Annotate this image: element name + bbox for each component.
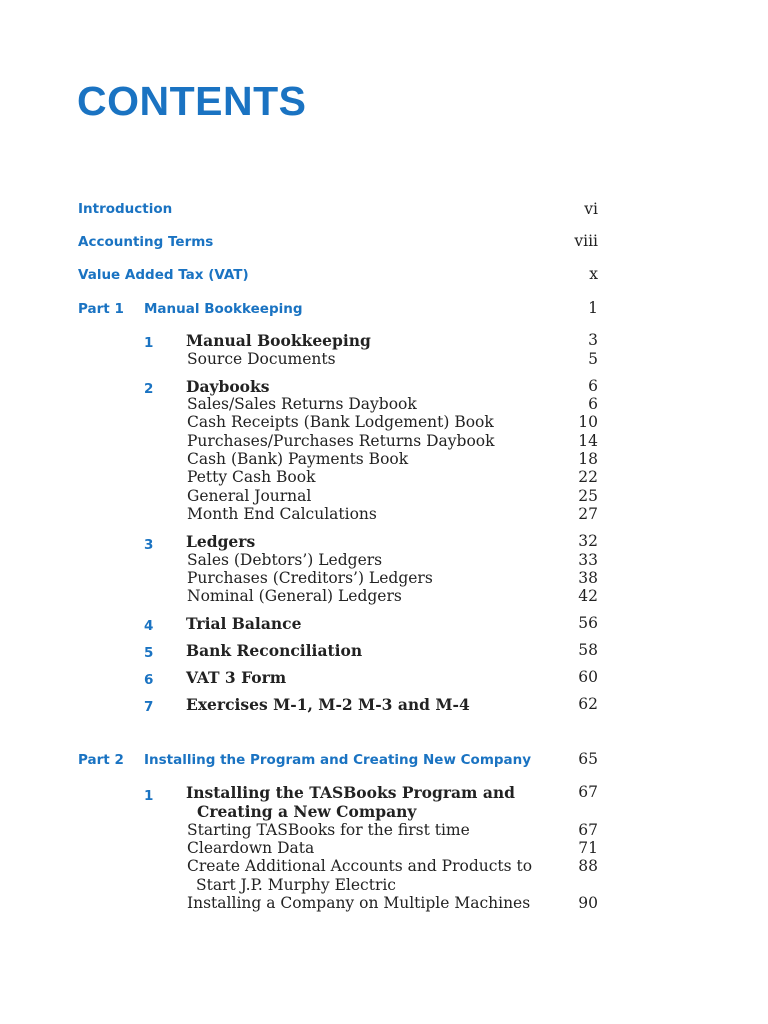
section-label: Sales (Debtors’) Ledgers bbox=[187, 551, 383, 569]
section-label: Purchases (Creditors’) Ledgers bbox=[187, 569, 433, 587]
section-label: Source Documents bbox=[187, 350, 336, 368]
section-label: Sales/Sales Returns Daybook bbox=[187, 395, 417, 413]
section-page: 38 bbox=[578, 569, 598, 587]
chapter-title: Manual Bookkeeping bbox=[186, 331, 371, 350]
section-page: 10 bbox=[578, 413, 598, 431]
section-label: Month End Calculations bbox=[187, 505, 377, 523]
section-label: General Journal bbox=[187, 487, 312, 505]
section-page: 6 bbox=[588, 395, 598, 413]
chapter-number: 4 bbox=[144, 618, 154, 634]
section-page: 25 bbox=[578, 487, 598, 505]
part-title: Manual Bookkeeping bbox=[144, 301, 303, 317]
chapter-title: Bank Reconciliation bbox=[186, 641, 363, 660]
section-page: 5 bbox=[588, 350, 598, 368]
chapter-title: Exercises M-1, M-2 M-3 and M-4 bbox=[186, 695, 470, 714]
chapter-page: 56 bbox=[578, 614, 598, 632]
section-label: Cleardown Data bbox=[187, 839, 315, 857]
chapter-page: 32 bbox=[578, 532, 598, 550]
section-label-continued: Start J.P. Murphy Electric bbox=[196, 876, 396, 894]
chapter-number: 5 bbox=[144, 645, 154, 661]
section-page: 27 bbox=[578, 505, 598, 523]
toc-entry-label: Accounting Terms bbox=[78, 234, 214, 250]
toc-entry-page: vi bbox=[584, 200, 598, 218]
toc-entry-label: Introduction bbox=[78, 201, 173, 217]
part-page: 1 bbox=[588, 299, 598, 317]
section-label: Cash (Bank) Payments Book bbox=[187, 450, 409, 468]
section-label: Starting TASBooks for the first time bbox=[187, 821, 470, 839]
part-title: Installing the Program and Creating New Company bbox=[144, 752, 532, 768]
chapter-number: 7 bbox=[144, 699, 154, 715]
chapter-page: 58 bbox=[578, 641, 598, 659]
chapter-page: 6 bbox=[588, 377, 598, 395]
chapter-page: 60 bbox=[578, 668, 598, 686]
chapter-page: 67 bbox=[578, 783, 598, 801]
part-label: Part 1 bbox=[78, 301, 124, 317]
section-page: 88 bbox=[578, 857, 598, 875]
part-label: Part 2 bbox=[78, 752, 124, 768]
chapter-number: 2 bbox=[144, 381, 154, 397]
section-page: 42 bbox=[578, 587, 598, 605]
chapter-number: 6 bbox=[144, 672, 154, 688]
chapter-number: 1 bbox=[144, 335, 154, 351]
section-page: 22 bbox=[578, 468, 598, 486]
page-title: CONTENTS bbox=[77, 78, 307, 124]
toc-entry-page: viii bbox=[574, 232, 598, 250]
section-page: 14 bbox=[578, 432, 598, 450]
part-page: 65 bbox=[578, 750, 598, 768]
section-page: 90 bbox=[578, 894, 598, 912]
section-label: Cash Receipts (Bank Lodgement) Book bbox=[187, 413, 494, 431]
toc-entry-page: x bbox=[589, 265, 598, 283]
section-page: 18 bbox=[578, 450, 598, 468]
chapter-title: Daybooks bbox=[186, 377, 270, 396]
chapter-title: Ledgers bbox=[186, 532, 256, 551]
chapter-page: 3 bbox=[588, 331, 598, 349]
chapter-page: 62 bbox=[578, 695, 598, 713]
chapter-title: Installing the TASBooks Program and bbox=[186, 783, 516, 802]
chapter-title: VAT 3 Form bbox=[186, 668, 287, 687]
chapter-number: 1 bbox=[144, 788, 154, 804]
section-label: Installing a Company on Multiple Machines bbox=[187, 894, 531, 912]
chapter-title-continued: Creating a New Company bbox=[197, 802, 417, 821]
section-label: Create Additional Accounts and Products to bbox=[187, 857, 533, 875]
section-label: Petty Cash Book bbox=[187, 468, 316, 486]
toc-entry-label: Value Added Tax (VAT) bbox=[78, 267, 249, 283]
section-page: 71 bbox=[578, 839, 598, 857]
chapter-number: 3 bbox=[144, 537, 154, 553]
section-page: 67 bbox=[578, 821, 598, 839]
chapter-title: Trial Balance bbox=[186, 614, 302, 633]
section-label: Purchases/Purchases Returns Daybook bbox=[187, 432, 495, 450]
section-label: Nominal (General) Ledgers bbox=[187, 587, 402, 605]
section-page: 33 bbox=[578, 551, 598, 569]
